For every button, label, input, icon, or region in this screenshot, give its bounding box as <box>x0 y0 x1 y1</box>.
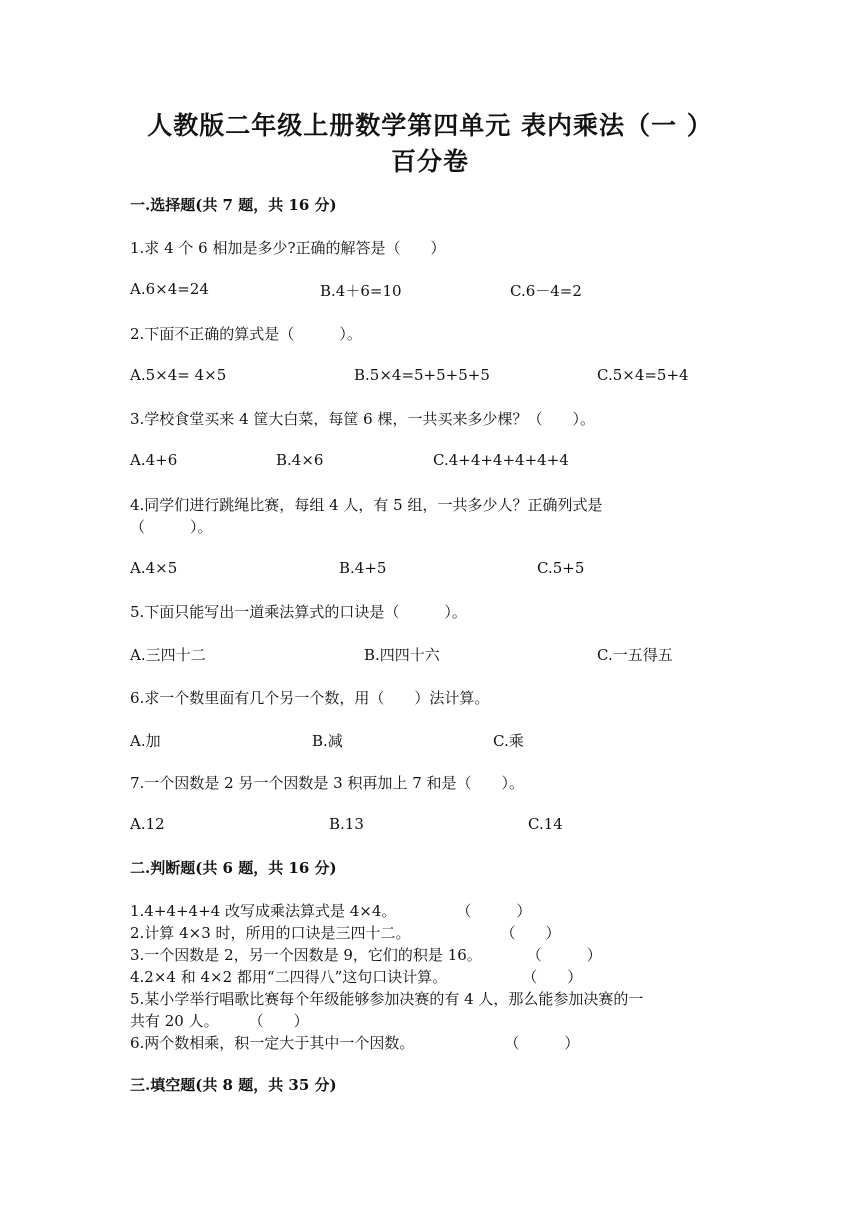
judgement-item: 2.计算 4×3 时，所用的口诀是三四十二。 （ ） <box>130 924 561 942</box>
question-stem: 6.求一个数里面有几个另一个数，用（ ）法计算。 <box>130 689 490 707</box>
option-b: B.5×4=5+5+5+5 <box>354 366 490 384</box>
question-stem: 3.学校食堂买来 4 筐大白菜，每筐 6 棵，一共买来多少棵？（ ）。 <box>130 410 595 428</box>
judgement-item: 3.一个因数是 2，另一个因数是 9，它们的积是 16。 （ ） <box>130 946 602 964</box>
option-a: A.4+6 <box>130 451 178 469</box>
option-a: A.加 <box>130 732 161 750</box>
option-b: B.4＋6=10 <box>320 282 402 300</box>
judgement-item-continued: 共有 20 人。 （ ） <box>130 1012 309 1030</box>
judgement-item: 1.4+4+4+4 改写成乘法算式是 4×4。 （ ） <box>130 902 532 920</box>
option-a: A.三四十二 <box>130 646 206 664</box>
section-heading-choice: 一.选择题(共 7 题，共 16 分) <box>130 196 337 214</box>
question-stem: 1.求 4 个 6 相加是多少?正确的解答是（ ） <box>130 239 446 257</box>
option-a: A.12 <box>130 815 165 833</box>
option-a: A.6×4=24 <box>130 280 209 298</box>
judgement-item: 6.两个数相乘，积一定大于其中一个因数。 （ ） <box>130 1034 580 1052</box>
judgement-item: 5.某小学举行唱歌比赛每个年级能够参加决赛的有 4 人，那么能参加决赛的一 <box>130 990 644 1008</box>
option-a: A.4×5 <box>130 559 178 577</box>
option-c: C.5+5 <box>537 559 585 577</box>
question-stem: 4.同学们进行跳绳比赛，每组 4 人，有 5 组，一共多少人？正确列式是 <box>130 496 603 514</box>
option-c: C.一五得五 <box>597 646 673 664</box>
option-b: B.减 <box>312 732 343 750</box>
option-b: B.四四十六 <box>364 646 440 664</box>
option-c: C.6－4=2 <box>510 282 582 300</box>
question-stem: 7.一个因数是 2 另一个因数是 3 积再加上 7 和是（ ）。 <box>130 774 525 792</box>
page-title: 人教版二年级上册数学第四单元 表内乘法（一 ） <box>147 111 713 140</box>
option-c: C.乘 <box>493 732 524 750</box>
option-a: A.5×4= 4×5 <box>130 366 227 384</box>
section-heading-judgement: 二.判断题(共 6 题，共 16 分) <box>130 859 337 877</box>
option-c: C.5×4=5+4 <box>597 366 689 384</box>
question-stem: 2.下面不正确的算式是（ ）。 <box>130 325 362 343</box>
option-b: B.4+5 <box>339 559 387 577</box>
option-c: C.14 <box>528 815 563 833</box>
question-stem: 5.下面只能写出一道乘法算式的口诀是（ ）。 <box>130 603 467 621</box>
page-subtitle: 百分卷 <box>390 147 469 176</box>
option-c: C.4+4+4+4+4+4 <box>433 451 569 469</box>
option-b: B.4×6 <box>276 451 324 469</box>
section-heading-fill-in: 三.填空题(共 8 题，共 35 分) <box>130 1076 337 1094</box>
question-stem-continued: （ ）。 <box>130 518 213 536</box>
option-b: B.13 <box>329 815 364 833</box>
judgement-item: 4.2×4 和 4×2 都用“二四得八”这句口诀计算。 （ ） <box>130 968 583 986</box>
